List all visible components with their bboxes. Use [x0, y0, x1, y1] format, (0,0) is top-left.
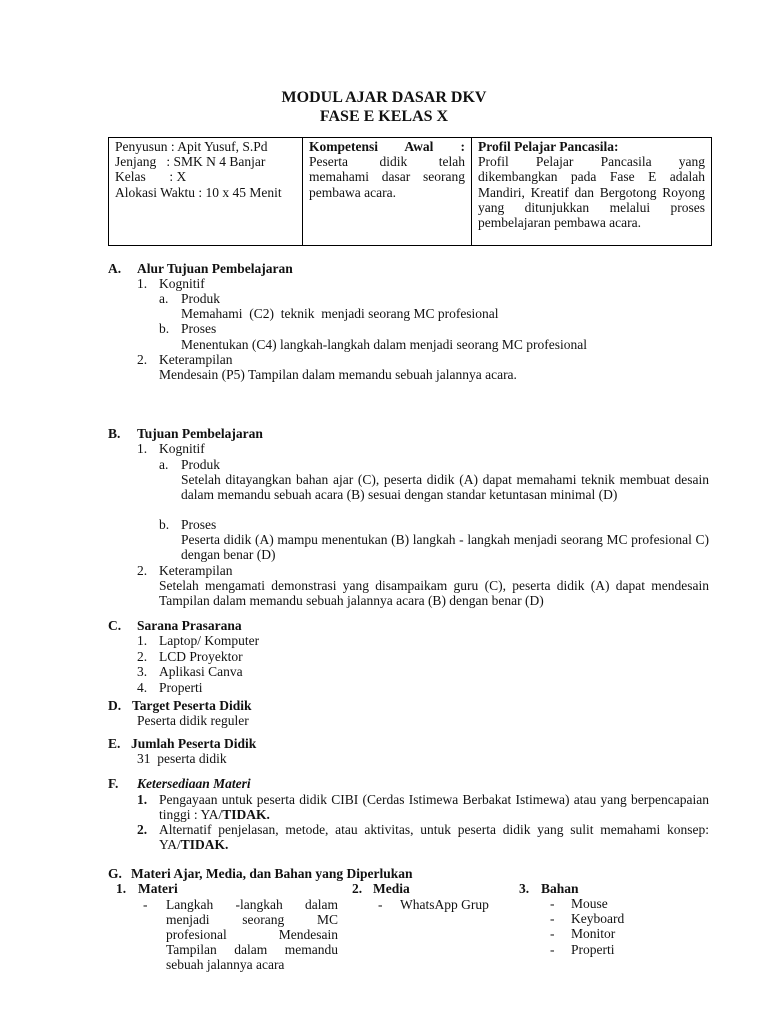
section-d-text: Peserta didik reguler — [137, 713, 249, 728]
bahan-item: Keyboard — [571, 911, 625, 926]
bahan-item: Monitor — [571, 926, 616, 941]
section-a-letter-a: a. — [159, 291, 169, 306]
section-f-num-2: 2. — [137, 822, 148, 837]
section-b-num-1: 1. — [137, 441, 148, 456]
section-a-num-1: 1. — [137, 276, 148, 291]
penyusun: Penyusun : Apit Yusuf, S.Pd — [115, 139, 268, 154]
section-a-heading: Alur Tujuan Pembelajaran — [137, 261, 293, 276]
section-c-num-1: 1. — [137, 633, 148, 648]
section-f-marker: F. — [108, 776, 119, 791]
section-g-num-2: 2. — [352, 881, 363, 896]
section-b-produk: Produk — [181, 457, 221, 472]
section-e-marker: E. — [108, 736, 121, 751]
section-f-item-2-answer: TIDAK. — [180, 837, 229, 852]
jenjang: Jenjang : SMK N 4 Banjar — [115, 154, 266, 170]
section-f-item-2 — [159, 822, 709, 852]
profil-text: Profil Pelajar Pancasila yang dikembangkan pada Fase E adalah Mandiri, Kreatif dan Bergotong Royong yang ditunjukkan melalui proses pembelajaran pembawa acara. — [478, 154, 705, 231]
section-b-produk-text: Setelah ditayangkan bahan ajar (C), peserta didik (A) dapat memahami teknik membuat desain dalam memandu sebuah acara (B) sesuai dengan standar ketuntasan minimal (D) — [181, 472, 709, 502]
sarana-item: LCD Proyektor — [159, 649, 243, 664]
section-b-keterampilan: Keterampilan — [159, 563, 233, 578]
section-b-proses: Proses — [181, 517, 217, 532]
section-c-num-2: 2. — [137, 649, 148, 664]
bahan-dash: - — [550, 926, 555, 941]
section-a-num-2: 2. — [137, 352, 148, 367]
section-a-keterampilan: Keterampilan — [159, 352, 233, 367]
section-b-marker: B. — [108, 426, 121, 441]
section-b-heading: Tujuan Pembelajaran — [137, 426, 263, 441]
section-a-letter-b: b. — [159, 321, 170, 336]
section-c-num-3: 3. — [137, 664, 148, 679]
identity-cell — [109, 138, 303, 246]
bahan-item: Mouse — [571, 896, 608, 911]
section-d-heading: Target Peserta Didik — [132, 698, 252, 713]
kompetensi-text: Peserta didik telah memahami dasar seorang pembawa acara. — [309, 154, 465, 200]
section-d-marker: D. — [108, 698, 122, 713]
section-b-letter-b: b. — [159, 517, 170, 532]
section-f-item-1-answer: TIDAK. — [222, 807, 270, 822]
media-dash: - — [378, 897, 383, 912]
alokasi-waktu: Alokasi Waktu : 10 x 45 Menit — [115, 184, 282, 200]
section-g-num-1: 1. — [116, 881, 127, 896]
sarana-item: Laptop/ Komputer — [159, 633, 260, 648]
materi-dash: - — [143, 897, 148, 912]
sarana-item: Aplikasi Canva — [159, 664, 243, 679]
section-c-heading: Sarana Prasarana — [137, 618, 242, 633]
section-c-marker: C. — [108, 618, 122, 633]
materi-item: Langkah -langkah dalam menjadi seorang MC profesional Mendesain Tampilan dalam memandu sebuah jalannya acara — [166, 897, 338, 972]
section-g-heading: Materi Ajar, Media, dan Bahan yang Diperlukan — [131, 866, 413, 881]
section-b-letter-a: a. — [159, 457, 169, 472]
section-g-num-3: 3. — [519, 881, 530, 896]
document-subtitle: FASE E KELAS X — [319, 108, 449, 125]
section-f-heading: Ketersediaan Materi — [137, 776, 251, 791]
materi-label: Materi — [138, 881, 178, 896]
sarana-item: Properti — [159, 680, 203, 695]
section-e-text: 31 peserta didik — [137, 751, 227, 766]
kompetensi-label: Kompetensi Awal : — [309, 139, 465, 154]
kompetensi-cell — [303, 138, 472, 246]
section-a-produk-text: Memahami (C2) teknik menjadi seorang MC profesional — [181, 306, 499, 321]
info-table — [108, 137, 712, 246]
section-a-keterampilan-text: Mendesain (P5) Tampilan dalam memandu sebuah jalannya acara. — [159, 367, 517, 382]
section-a-kognitif: Kognitif — [159, 276, 205, 291]
section-b-proses-text: Peserta didik (A) mampu menentukan (B) langkah - langkah menjadi seorang MC profesional C) dengan benar (D) — [181, 532, 709, 562]
section-f-num-1: 1. — [137, 792, 148, 807]
section-c-num-4: 4. — [137, 680, 148, 695]
profil-cell — [472, 138, 712, 246]
section-a-proses-text: Menentukan (C4) langkah-langkah dalam menjadi seorang MC profesional — [181, 337, 588, 352]
section-a-proses: Proses — [181, 321, 217, 336]
media-item: WhatsApp Grup — [400, 897, 489, 912]
section-b-num-2: 2. — [137, 563, 148, 578]
bahan-label: Bahan — [541, 881, 579, 896]
section-a-produk: Produk — [181, 291, 221, 306]
bahan-dash: - — [550, 896, 555, 911]
bahan-item: Properti — [571, 942, 615, 957]
kelas: Kelas : X — [115, 169, 187, 185]
document-title: MODUL AJAR DASAR DKV — [281, 89, 487, 106]
section-f-item-1 — [159, 792, 709, 822]
section-f-item-1-text: Pengayaan untuk peserta didik CIBI (Cerdas Istimewa Berbakat Istimewa) atau yang berpencapaian tinggi : YA/ — [159, 792, 709, 822]
section-g-marker: G. — [108, 866, 122, 881]
profil-label: Profil Pelajar Pancasila: — [478, 139, 619, 154]
section-b-kognitif: Kognitif — [159, 441, 205, 456]
bahan-dash: - — [550, 942, 555, 957]
bahan-dash: - — [550, 911, 555, 926]
media-label: Media — [373, 881, 410, 896]
section-b-keterampilan-text: Setelah mengamati demonstrasi yang disampaikam guru (C), peserta didik (A) dapat mendesain Tampilan dalam memandu sebuah jalannya acara (B) dengan benar (D) — [159, 578, 709, 608]
section-a-marker: A. — [108, 261, 122, 276]
section-e-heading: Jumlah Peserta Didik — [131, 736, 257, 751]
section-f-item-2-text: Alternatif penjelasan, metode, atau aktivitas, untuk peserta didik yang sulit memahami konsep: YA/ — [159, 822, 709, 852]
